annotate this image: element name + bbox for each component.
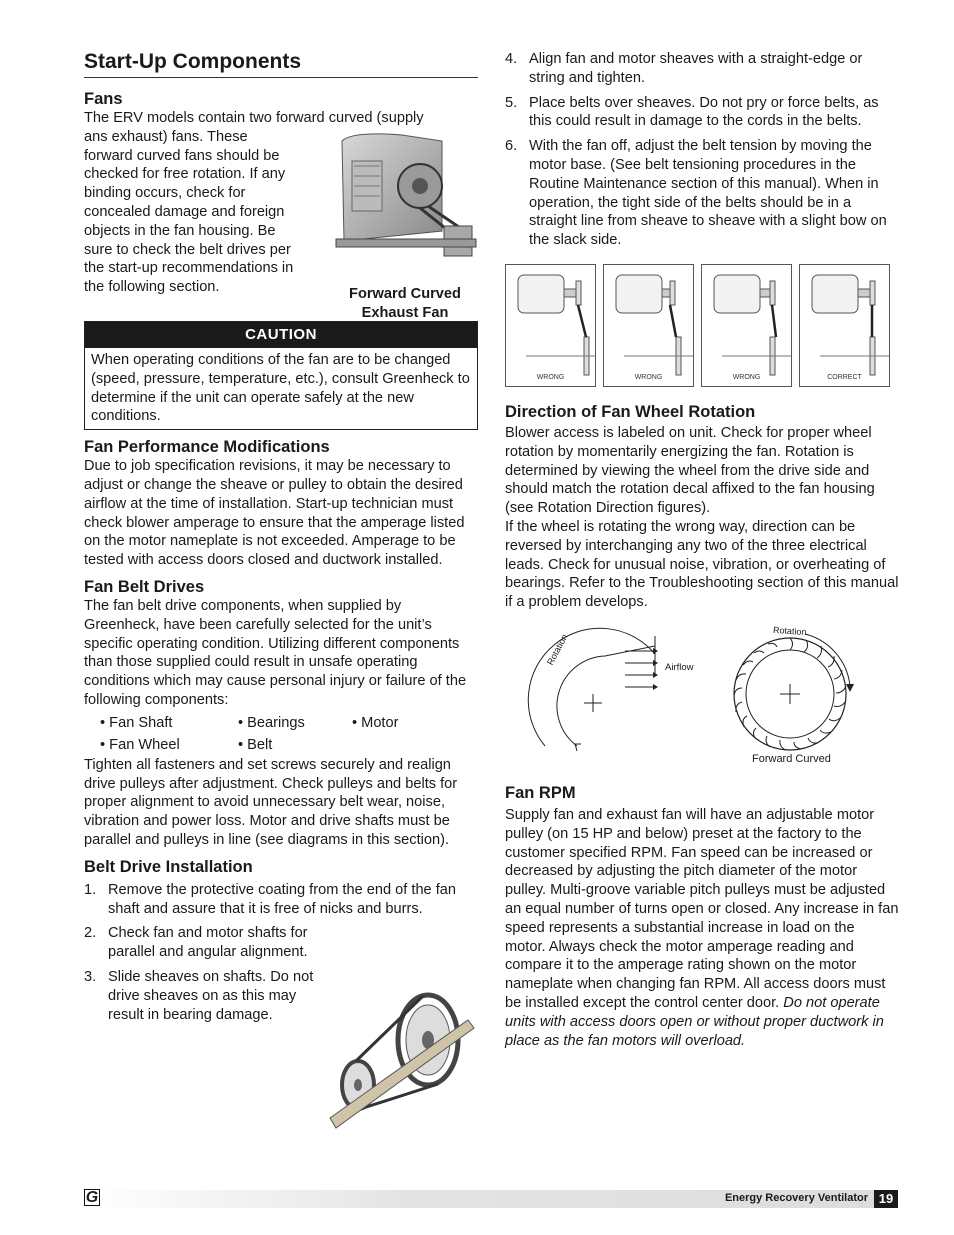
fan-rpm-heading: Fan RPM xyxy=(505,783,576,802)
list-item: • Bearings xyxy=(238,714,305,731)
fan-belt-drives-text2: Tighten all fasteners and set screws securely and realign drive pulleys after adjustment. Check pulleys and belts for proper alignment to avoid unnecessary belt wear, noise, vibration and power loss. Motor and drive shafts must be parallel and pulleys in line (see diagrams in this section). xyxy=(84,756,458,848)
caution-label: CAUTION xyxy=(85,322,477,348)
belt-diagram-correct xyxy=(799,264,890,387)
installation-steps-continued xyxy=(505,50,899,250)
forward-curved-fan-image xyxy=(332,131,478,271)
belt-diagram-wrong-1 xyxy=(505,264,596,387)
step-text: Check fan and motor shafts for parallel and angular alignment. xyxy=(108,925,308,961)
belt-label: WRONG xyxy=(536,373,565,381)
installation-step xyxy=(505,94,899,132)
fan-belt-drives-text: The fan belt drive components, when supplied by Greenheck, have been carefully selected for the unit’s specific operating condition. Utilizing different components than those supplied could result in unsafe operating conditions which may cause personal injury or failure of the following components: xyxy=(84,597,467,708)
installation-step xyxy=(84,881,478,919)
step-number: 4. xyxy=(505,51,518,67)
step-number: 5. xyxy=(505,94,518,111)
forward-curved-label: Forward Curved xyxy=(752,752,831,765)
rotation-direction-figures xyxy=(505,626,899,776)
greenheck-logo: G xyxy=(85,1189,99,1206)
list-item: • Fan Shaft xyxy=(100,714,173,731)
caution-text: When operating conditions of the fan are to be changed (speed, pressure, temperature, etc.), consult Greenheck to determine if the unit can operate safely at the new conditions. xyxy=(91,352,470,425)
list-item: • Belt xyxy=(238,736,273,753)
right-column xyxy=(505,48,899,1050)
step-number: 6. xyxy=(505,138,518,155)
fan-caption-line1: Forward Curved xyxy=(349,286,461,302)
step-number: 3. xyxy=(84,968,97,985)
step-number: 1. xyxy=(84,881,97,898)
belt-diagram-wrong-2 xyxy=(603,264,694,387)
step-number: 2. xyxy=(84,925,97,942)
left-column xyxy=(84,48,478,1024)
footer-title: Energy Recovery Ventilator xyxy=(724,1192,868,1204)
fans-heading: Fans xyxy=(84,90,123,108)
fan-performance-heading: Fan Performance Modifications xyxy=(84,438,330,457)
step-text: Remove the protective coating from the end of the fan shaft and assure that it is free of nicks and burrs. xyxy=(108,881,457,917)
fans-section xyxy=(84,109,478,321)
fan-belt-drives-heading: Fan Belt Drives xyxy=(84,577,205,596)
installation-step xyxy=(84,924,338,962)
rotation-text-2: If the wheel is rotating the wrong way, direction can be reversed by interchanging any two of the three electrical leads. Check for unusual noise, vibration, or overheating of bearings. Refer to the Troubleshooting section of this manual if a problem develops. xyxy=(505,518,899,611)
belt-diagram-wrong-3 xyxy=(701,264,792,387)
step-text: Slide sheaves on shafts. Do not drive sheaves on as this may result in bearing damage. xyxy=(108,968,314,1023)
rotation-text-1: Blower access is labeled on unit. Check for proper wheel rotation by momentarily energizing the fan. Rotation is determined by viewing the wheel from the drive side and should match the rotation decal affixed to the fan housing (see Rotation Direction figures). xyxy=(505,424,875,517)
fan-rpm-warning: Do not operate units with access doors open or without proper ductwork in place as the fan motors will overload. xyxy=(505,994,884,1049)
page-title: Start-Up Components xyxy=(84,50,478,78)
belt-label: WRONG xyxy=(634,373,663,381)
step-text: Place belts over sheaves. Do not pry or force belts, as this could result in damage to the cords in the belts. xyxy=(529,94,879,130)
fan-rpm-body: Supply fan and exhaust fan will have an adjustable motor pulley (on 15 HP and below) preset at the factory to the customer specified RPM. Fan speed can be increased or decreased by adjusting the pitch diameter of the motor pulley. Multi-groove variable pitch pulleys must be adjusted an equal number of turns open or closed. Any increase in fan speed represents a substantial increase in load on the motor. Always check the motor amperage reading and compare it to the amperage rating shown on the motor nameplate when changing fan RPM. All access doors must be installed except the control center door. xyxy=(505,806,899,1011)
sheave-alignment-image xyxy=(328,990,476,1135)
installation-step xyxy=(84,968,318,1024)
step-text: With the fan off, adjust the belt tension by moving the motor base. (See belt tensioning procedures in the Routine Maintenance section of this manual). When in operation, the tight side of the belts should be in a straight line from sheave to sheave with a slight bow on the slack side. xyxy=(529,138,887,249)
belt-label: WRONG xyxy=(732,373,761,381)
caution-box xyxy=(84,321,478,430)
fan-performance-text: Due to job specification revisions, it may be necessary to adjust or change the sheave or pulley to obtain the desired airflow at the time of installation. Start-up technician must check blower amperage to ensure that the amperage listed on the motor nameplate is not exceeded. Amperage to be tested with access doors closed and ductwork installed. xyxy=(84,458,465,569)
components-list xyxy=(100,712,478,756)
fans-line1: The ERV models contain two forward curved (supply xyxy=(84,110,424,126)
belt-drive-installation-heading: Belt Drive Installation xyxy=(84,857,253,876)
installation-step xyxy=(505,137,899,250)
direction-rotation-heading: Direction of Fan Wheel Rotation xyxy=(505,402,756,421)
belt-alignment-diagrams xyxy=(505,264,899,387)
step-text: Align fan and motor sheaves with a straight-edge or string and tighten. xyxy=(529,51,863,86)
belt-label: CORRECT xyxy=(827,373,862,381)
rotation-label-left: Rotation xyxy=(545,632,570,667)
rotation-label-right: Rotation xyxy=(772,624,807,638)
fan-caption-line2: Exhaust Fan xyxy=(361,305,449,321)
fan-image-caption xyxy=(340,285,470,323)
page-number: 19 xyxy=(874,1190,898,1208)
fans-body: ans exhaust) fans. These forward curved fans should be checked for free rotation. If any binding occurs, check for concealed damage and foreign objects in the fan housing. Be sure to check the belt drives per the start-up recommendations in the following section. xyxy=(84,128,294,296)
list-item: • Fan Wheel xyxy=(100,736,180,753)
fan-rpm-text xyxy=(505,806,899,1050)
airflow-label: Airflow xyxy=(665,661,694,673)
page-footer xyxy=(84,1190,898,1208)
installation-step xyxy=(505,50,899,88)
list-item: • Motor xyxy=(352,714,399,731)
